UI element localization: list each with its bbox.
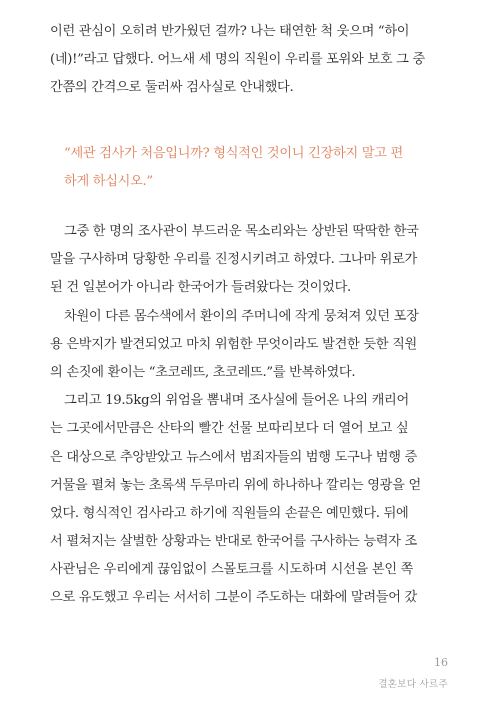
text-line: 그중 한 명의 조사관이 부드러운 목소리와는 상반된 딱딱한 한국 <box>64 224 419 239</box>
text-line: 는 그곳에서만큼은 산타의 빨간 선물 보따리보다 더 열어 보고 싶 <box>50 421 409 437</box>
text-line: (네)!”라고 답했다. 어느새 세 명의 직원이 우리를 포위와 보호 그 중 <box>50 52 425 68</box>
text-line: 의 손짓에 환이는 “초코레뜨, 초코레뜨.”를 반복하였다. <box>50 364 356 380</box>
text-line: 말을 구사하며 당황한 우리를 진정시키려고 하였다. 그나마 위로가 <box>50 252 417 268</box>
text-line: 된 건 일본어가 아니라 한국어가 들려왔다는 것이었다. <box>50 280 351 296</box>
text-line: 었다. 형식적인 검사라고 하기에 직원들의 손끝은 예민했다. 뒤에 <box>50 505 409 521</box>
text-line: 사관님은 우리에게 끊임없이 스몰토크를 시도하며 시선을 본인 쪽 <box>50 562 414 578</box>
text-line: 차원이 다른 몸수색에서 환이의 주머니에 작게 뭉쳐져 있던 포장 <box>64 308 419 324</box>
quote-line: “세관 검사가 처음입니까? 형식적인 것이니 긴장하지 말고 편 <box>64 146 403 161</box>
text-line: 이런 관심이 오히려 반가웠던 걸까? 나는 태연한 척 웃으며 “하이 <box>50 24 410 39</box>
running-footer-title: 결혼보다 사르주 <box>378 679 448 690</box>
quote-line: 하게 하십시오.” <box>64 174 153 190</box>
text-line: 서 펼쳐지는 살벌한 상황과는 반대로 한국어를 구사하는 능력자 조 <box>50 534 417 550</box>
paragraph-body <box>50 218 454 613</box>
text-line: 그리고 19.5kg의 위엄을 뽐내며 조사실에 들어온 나의 캐리어 <box>64 393 409 409</box>
text-line: 으로 유도했고 우리는 서서히 그분이 주도하는 대화에 말려들어 갔 <box>50 590 417 606</box>
text-line: 거물을 펼쳐 놓는 초록색 두루마리 위에 하나하나 깔리는 영광을 얻 <box>50 477 421 493</box>
text-line: 간쯤의 간격으로 둘러싸 검사실로 안내했다. <box>50 80 294 96</box>
quoted-dialogue <box>50 140 454 196</box>
text-line: 용 은박지가 발견되었고 마치 위험한 무엇이라도 발견한 듯한 직원 <box>50 336 417 352</box>
text-line: 은 대상으로 추앙받았고 뉴스에서 범죄자들의 범행 도구나 범행 증 <box>50 449 417 465</box>
paragraph-opening <box>50 18 454 103</box>
page-number: 16 <box>434 656 448 669</box>
